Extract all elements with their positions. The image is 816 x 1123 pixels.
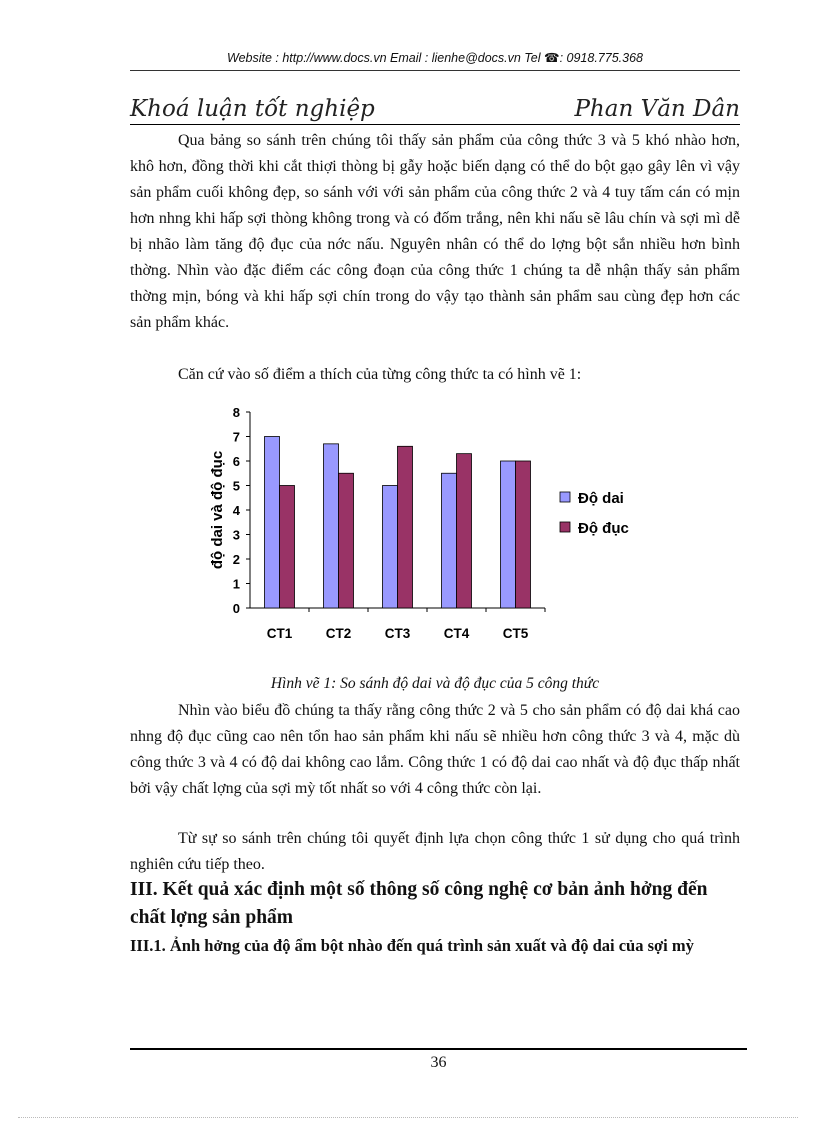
page-border-dots [18,1117,798,1118]
y-tick-label: 8 [232,405,240,420]
x-tick-label: CT2 [325,626,352,641]
bar-ct1-do-dai [265,437,280,609]
bar-ct2-do-dai [324,444,339,608]
bar-chart [190,392,660,662]
thesis-title: Khoá luận tốt nghiệp [130,96,375,122]
x-tick-label: CT3 [384,626,411,641]
page-number: 36 [430,1054,447,1071]
y-tick-label: 1 [232,576,240,592]
bar-ct3-do-dai [383,486,398,609]
x-tick-label: CT1 [266,626,293,641]
section-heading: III. Kết quả xác định một số thông số công nghệ cơ bản ảnh hởng đến chất lợng sản phẩm [130,879,708,928]
paragraph-1: Qua bảng so sánh trên chúng tôi thấy sản phẩm của công thức 3 và 5 khó nhào hơn, khô hơn, đồng thời khi cắt thiợi thòng bị gẫy hoặc biến dạng có thể do bột gạo gây lên vì vậy sản phẩm cuối không đẹp, so sánh với với sản phẩm của công thức 2 và 4 tuy tấm cán có mịn hơn nhng khi hấp sợi thòng không trong và có đốm trắng, nên khi nấu sẽ lâu chín và sợi mì dễ bị nhão làm tăng độ đục của nớc nấu. Nguyên nhân có thể do lợng bột sắn nhiều hơn bình thờng. Nhìn vào đặc điểm các công đoạn của công thức 1 chúng ta dễ nhận thấy sản phẩm thờng mịn, bóng và khi hấp sợi chín trong do vậy tạo thành sản phẩm sau cùng đẹp hơn các sản phẩm khác. [130,132,740,331]
top-rule [130,70,740,71]
y-tick-label: 4 [232,503,240,518]
paragraph-2: Căn cứ vào số điểm a thích của từng công thức ta có hình vẽ 1: [178,366,582,383]
bar-ct3-do-duc [398,446,413,608]
paragraph-3: Nhìn vào biểu đồ chúng ta thấy rằng công thức 2 và 5 cho sản phẩm có độ dai khá cao nhng độ đục cũng cao nên tổn hao sản phẩm khi nấu sẽ nhiều hơn công thức 3 và 4, mặc dù công thức 3 và 4 có độ dai không cao lắm. Công thức 1 có độ dai cao nhất và độ đục thấp nhất bởi vậy chất lợng của sợi mỳ tốt nhất so với 4 công thức còn lại. [130,702,740,797]
figure-caption: Hình vẽ 1: So sánh độ dai và độ đục của 5 công thức [270,675,600,692]
y-tick-label: 7 [232,429,240,445]
bar-ct1-do-duc [280,486,295,609]
legend-label: Độ dai [578,490,624,507]
subsection-heading: III.1. Ảnh hởng của độ ẩm bột nhào đến quá trình sản xuất và độ dai của sợi mỳ [130,936,694,955]
footer-rule [130,1048,747,1050]
y-tick-label: 0 [232,601,240,616]
y-axis-label: độ dai và độ đục [209,450,226,570]
bar-ct4-do-dai [442,473,457,608]
y-tick-label: 6 [232,454,240,469]
paragraph-4: Từ sự so sánh trên chúng tôi quyết định lựa chọn công thức 1 sử dụng cho quá trình nghiên cứu tiếp theo. [130,830,740,873]
y-tick-label: 3 [232,527,240,543]
legend-label: Độ đục [578,520,629,537]
header-rule [130,124,740,125]
bar-ct4-do-duc [457,454,472,608]
bar-ct5-do-duc [516,461,531,608]
x-tick-label: CT5 [502,626,529,641]
bar-ct5-do-dai [501,461,516,608]
legend-swatch [560,522,570,532]
author-name: Phan Văn Dân [574,96,740,122]
y-tick-label: 5 [232,478,240,494]
legend-swatch [560,492,570,502]
y-tick-label: 2 [232,552,240,567]
x-tick-label: CT4 [443,626,470,641]
bar-ct2-do-duc [339,473,354,608]
website-header: Website : http://www.docs.vn Email : lienhe@docs.vn Tel ☎: 0918.775.368 [227,51,643,65]
